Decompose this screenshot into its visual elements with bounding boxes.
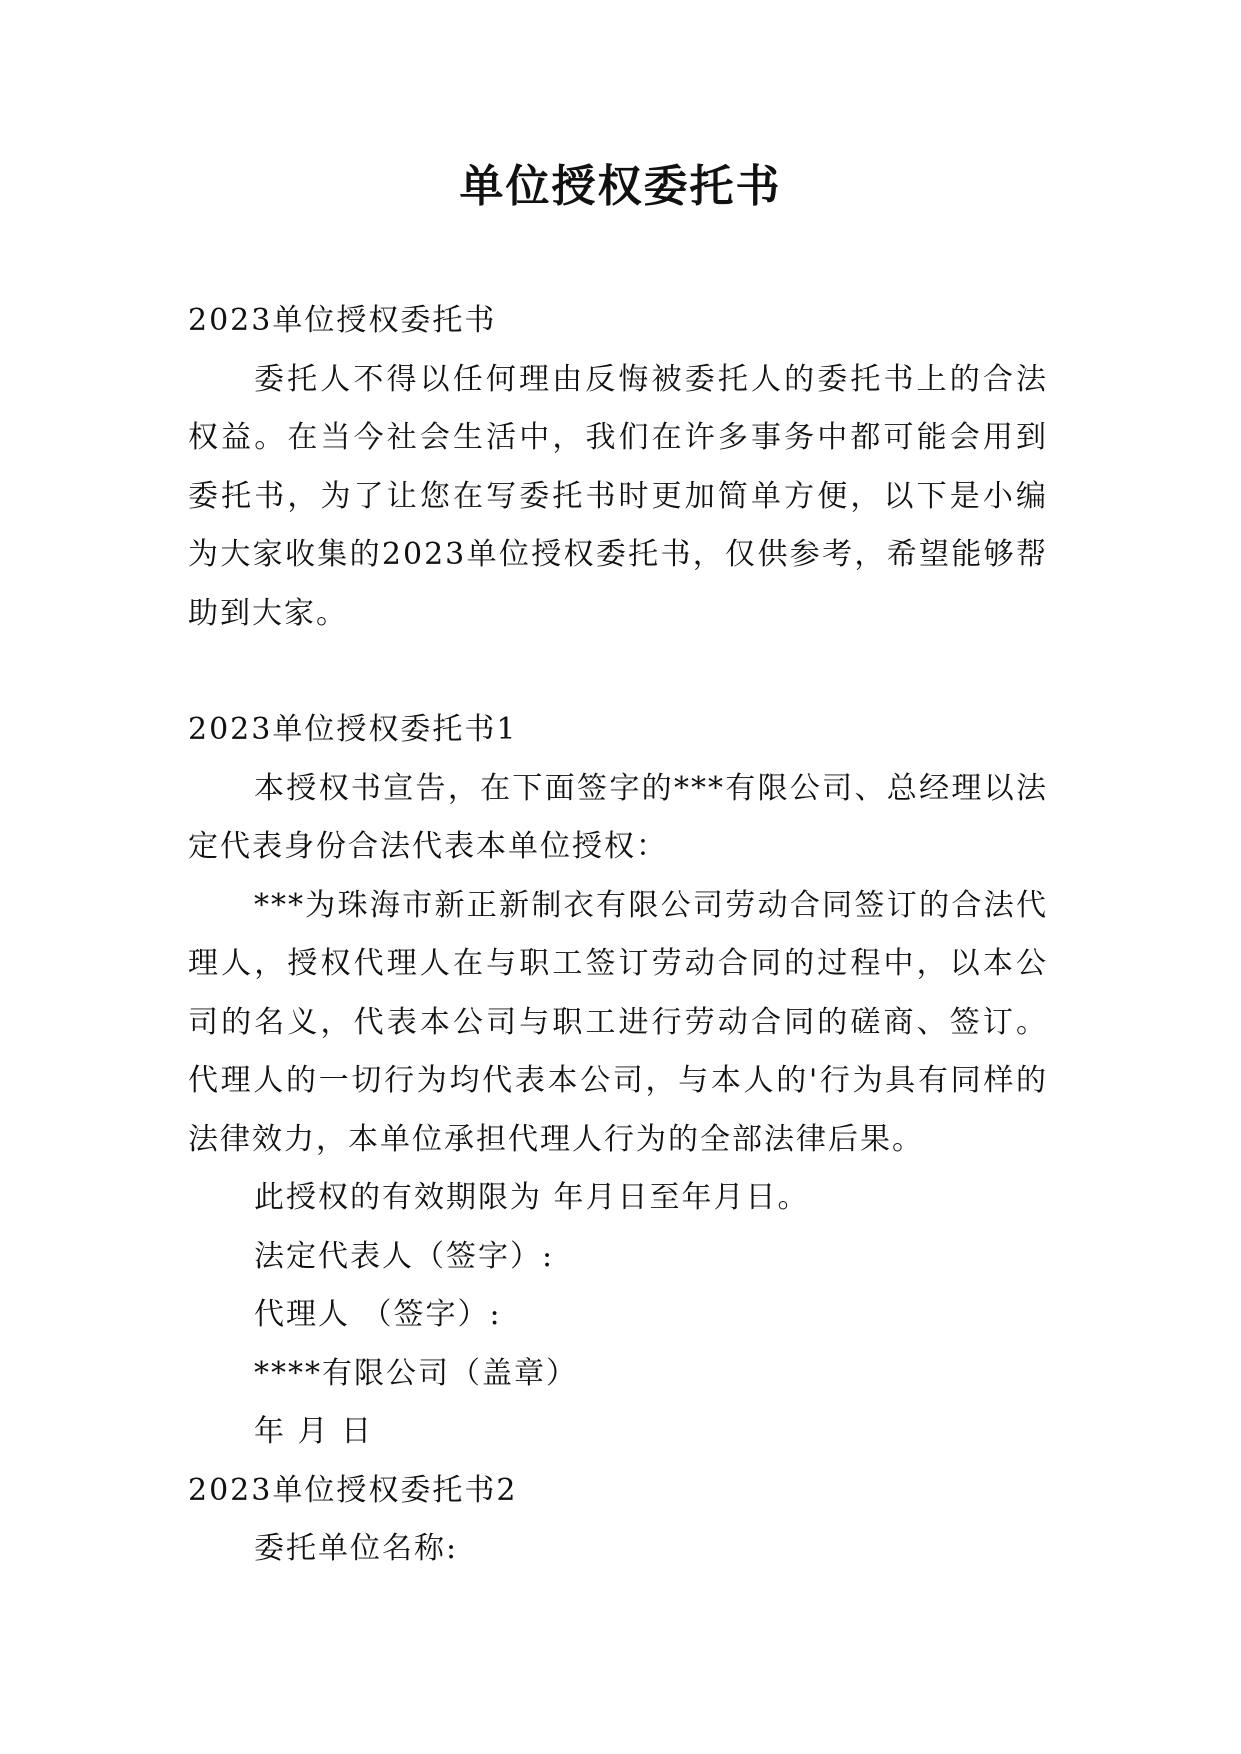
date-line: 年 月 日 — [254, 1414, 374, 1449]
agent-signature: 代理人 （签字）: — [254, 1297, 502, 1332]
intro-heading: 2023单位授权委托书 — [188, 303, 497, 338]
document-body — [188, 292, 1048, 1579]
entrusting-unit-name: 委托单位名称: — [254, 1531, 459, 1566]
validity-period: 此授权的有效期限为 年月日至年月日。 — [254, 1180, 810, 1215]
intro-paragraph: 委托人不得以任何理由反悔被委托人的委托书上的合法权益。在当今社会生活中，我们在许多事务中都可能会用到委托书，为了让您在写委托书时更加简单方便，以下是小编为大家收集的2023单位授权委托书，仅供参考，希望能够帮助到大家。 — [188, 361, 1048, 631]
section-spacer — [188, 643, 1048, 701]
section2-heading: 2023单位授权委托书2 — [188, 1472, 518, 1508]
section1-heading: 2023单位授权委托书1 — [188, 712, 518, 747]
section1-paragraph1: 本授权书宣告，在下面签字的***有限公司、总经理以法定代表身份合法代表本单位授权： — [188, 770, 1048, 864]
legal-rep-signature: 法定代表人（签字）: — [254, 1238, 555, 1274]
document-title: 单位授权委托书 — [459, 161, 782, 212]
company-seal: ****有限公司（盖章） — [254, 1355, 578, 1391]
section1-paragraph2: ***为珠海市新正新制衣有限公司劳动合同签订的合法代理人，授权代理人在与职工签订劳动合同的过程中，以本公司的名义，代表本公司与职工进行劳动合同的磋商、签订。代理人的一切行为均代表本公司，与本人的'行为具有同样的法律效力，本单位承担代理人行为的全部法律后果。 — [188, 887, 1048, 1157]
